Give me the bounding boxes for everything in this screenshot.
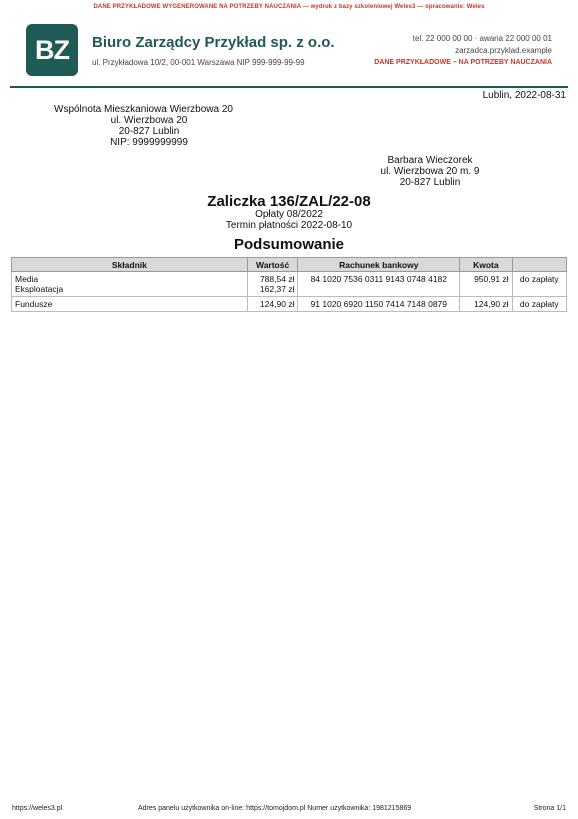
- company-email: zarzadca.przyklad.example: [455, 46, 552, 55]
- recipient-city: 20-827 Lublin: [118, 126, 180, 137]
- document-subtitle-block: [0, 209, 578, 231]
- recipient-name: Wspólnota Mieszkaniowa Wierzbowa 20: [54, 104, 233, 115]
- component-label: Eksploatacja: [15, 284, 64, 294]
- company-phone: tel. 22 000 00 00 · awaria 22 000 00 01: [412, 34, 552, 43]
- payer-name: Barbara Wieczorek: [387, 155, 473, 166]
- payer-block: [370, 155, 490, 188]
- company-note: DANE PRZYKŁADOWE – NA POTRZEBY NAUCZANIA: [374, 59, 552, 66]
- header-divider: [10, 86, 568, 88]
- row-note: do zapłaty: [512, 272, 566, 297]
- table-row: [12, 297, 567, 312]
- component-value: 788,54 zł: [259, 274, 295, 284]
- recipient-nip: NIP: 9999999999: [110, 137, 188, 148]
- document-title: Zaliczka 136/ZAL/22-08: [207, 193, 371, 210]
- component-value: 162,37 zł: [259, 284, 295, 294]
- recipient-block: [54, 104, 244, 148]
- recipient-street: ul. Wierzbowa 20: [110, 115, 188, 126]
- component-label: Fundusze: [15, 299, 53, 309]
- summary-title: Podsumowanie: [233, 236, 345, 253]
- footer-panel-info: Adres panelu użytkownika on-line: https://tomojdom.pl Numer użytkownika: 1981215869: [138, 805, 412, 812]
- summary-table: [11, 257, 567, 312]
- company-contact: [374, 33, 552, 69]
- top-banner: DANE PRZYKŁADOWE WYGENEROWANE NA POTRZEBY NAUCZANIA — wydruk z bazy szkoleniowej Weles3 — opracowanie: Weles: [93, 4, 485, 10]
- row-values: [247, 272, 298, 297]
- header-component: Składnik: [12, 258, 248, 272]
- header-bank-account: Rachunek bankowy: [298, 258, 460, 272]
- bank-account-number: 84 1020 7536 0311 9143 0748 4182: [298, 272, 460, 297]
- company-logo: BZ: [26, 24, 78, 76]
- issue-date: Lublin, 2022-08-31: [482, 90, 566, 101]
- bank-account-number: 91 1020 6920 1150 7414 7148 0879: [298, 297, 460, 312]
- company-name: Biuro Zarządcy Przykład sp. z o.o.: [92, 34, 335, 51]
- document-due-date: Termin płatności 2022-08-10: [225, 220, 353, 231]
- document-subtitle: Opłaty 08/2022: [255, 209, 323, 220]
- footer-link[interactable]: https://weles3.pl: [12, 805, 63, 812]
- row-amount: 124,90 zł: [460, 297, 512, 312]
- row-amount: 950,91 zł: [460, 272, 512, 297]
- component-value: 124,90 zł: [259, 299, 295, 309]
- header-value: Wartość: [247, 258, 298, 272]
- page-number: Strona 1/1: [533, 805, 566, 812]
- payer-street: ul. Wierzbowa 20 m. 9: [380, 166, 480, 177]
- header-note: [512, 258, 566, 272]
- company-address: ul. Przykładowa 10/2, 00-001 Warszawa NIP 999-999-99-99: [92, 58, 305, 67]
- table-row: [12, 272, 567, 297]
- row-note: do zapłaty: [512, 297, 566, 312]
- payer-city: 20-827 Lublin: [399, 177, 461, 188]
- row-components: [12, 272, 248, 297]
- component-label: Media: [15, 274, 39, 284]
- row-values: [247, 297, 298, 312]
- row-components: [12, 297, 248, 312]
- summary-header-row: [12, 258, 567, 272]
- header-amount: Kwota: [460, 258, 512, 272]
